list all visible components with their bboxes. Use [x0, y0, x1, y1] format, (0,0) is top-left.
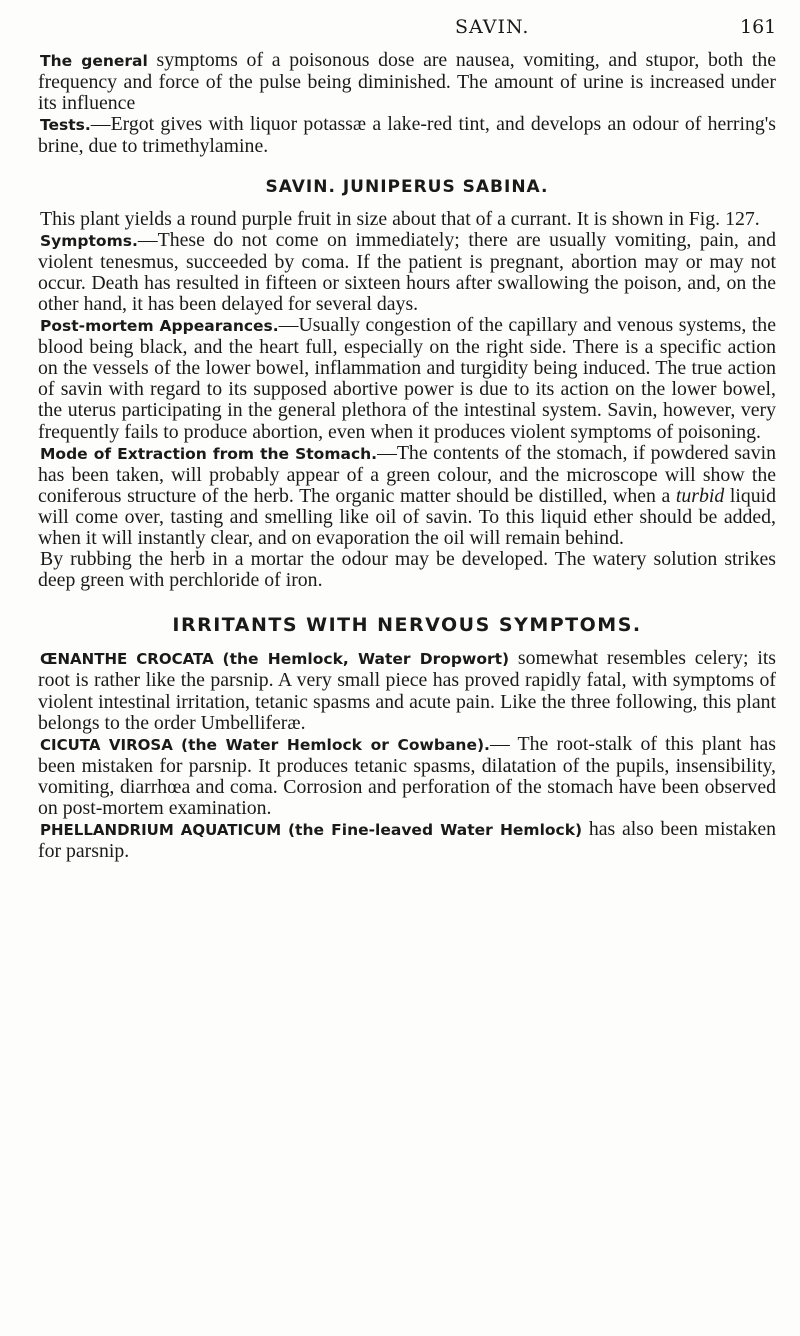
paragraph-savin-intro: This plant yields a round purple fruit in size about that of a currant. It is shown in Fig. 127. — [40, 207, 760, 230]
paragraph-text: symptoms of a poisonous dose are nausea, vomiting, and stupor, both the frequency and force of the pulse being diminished. The amount of urine is increased under its influence — [38, 49, 776, 115]
paragraph-text: — The root-stalk of this plant has been mistaken for parsnip. It produces tetanic spasms, dilatation of the pupils, insensibility, vomiting, diarrhœa and coma. Corrosion and perforation of the stomach have been observed on post-mortem examination. — [38, 732, 776, 819]
section-heading-savin: SAVIN. JUNIPERUS SABINA. — [265, 177, 549, 198]
paragraph-rubbing: By rubbing the herb in a mortar the odour may be developed. The watery solution strikes deep green with perchloride of iron. — [38, 548, 776, 592]
species-name-phellandrium: PHELLANDRIUM AQUATICUM — [40, 821, 282, 840]
paragraph-extraction — [38, 443, 776, 549]
section-heading-irritants: IRRITANTS WITH NERVOUS SYMPTOMS. — [172, 614, 642, 637]
running-head — [0, 14, 800, 54]
lead-in: The general — [40, 52, 148, 70]
paragraph-text: —The contents of the stomach, if powdered savin has been taken, will probably appear of a green colour, and the microscope will show the coniferous structure of the herb. The organic matter should be distilled, when a — [38, 441, 776, 507]
species-name-oenanthe: ŒNANTHE CROCATA — [40, 650, 214, 669]
paragraph-post-mortem — [38, 315, 776, 443]
run-in-heading-post-mortem: Post-mortem Appearances. — [40, 317, 279, 336]
common-name-oenanthe: (the Hemlock, Water Dropwort) — [222, 650, 510, 669]
paragraph-tests — [38, 114, 776, 157]
species-name-cicuta: CICUTA VIROSA — [40, 735, 173, 754]
paragraph-cicuta — [38, 734, 776, 819]
paragraph-oenanthe — [38, 648, 776, 733]
paragraph-text: —These do not come on immediately; there are usually vomiting, pain, and violent tenesmus, succeeded by coma. If the patient is pregnant, abortion may or may not occur. Death has resulted in fifteen or sixteen hours after swallowing the poison, and, on the other hand, it has been delayed for several days. — [38, 228, 776, 315]
running-title: SAVIN. — [455, 16, 530, 38]
paragraph-text: liquid will come over, tasting and smelling like oil of savin. To this liquid ether should be added, when it will instantly clear, and on evaporation the oil will remain behind. — [38, 484, 776, 549]
run-in-heading-tests: Tests. — [40, 116, 91, 135]
run-in-heading-symptoms: Symptoms. — [40, 231, 138, 250]
paragraph-text: —Usually congestion of the capillary and venous systems, the blood being black, and the heart full, especially on the right side. There is a specific action on the vessels of the lower bowel, inflammation and turgidity being induced. The true action of savin with regard to its supposed abortive power is due to its action on the lower bowel, the uterus participating in the general plethora of the intestinal system. Savin, however, very frequently fails to produce abortion, even when it produces violent symptoms of poisoning. — [38, 314, 776, 443]
page-body — [38, 50, 776, 862]
italic-word: turbid — [675, 484, 725, 507]
common-name-cicuta: (the Water Hemlock or Cowbane). — [181, 735, 490, 754]
paragraph-phellandrium — [38, 819, 776, 862]
paragraph-text: —Ergot gives with liquor potassæ a lake-red tint, and develops an odour of herring's brine, due to trimethylamine. — [38, 113, 776, 158]
run-in-heading-extraction: Mode of Extraction from the Stomach. — [40, 444, 378, 463]
paragraph-symptoms — [38, 230, 776, 315]
common-name-phellandrium: (the Fine-leaved Water Hemlock) — [287, 821, 583, 840]
page-number: 161 — [740, 16, 777, 38]
paragraph-text: somewhat resembles celery; its root is rather like the parsnip. A very small piece has proved rapidly fatal, with symptoms of violent intestinal irritation, tetanic spasms and acute pain. Like the three following, this plant belongs to the order Umbelliferæ. — [38, 647, 777, 734]
paragraph-general-symptoms — [38, 50, 776, 114]
paragraph-text: has also been mistaken for parsnip. — [38, 818, 777, 863]
